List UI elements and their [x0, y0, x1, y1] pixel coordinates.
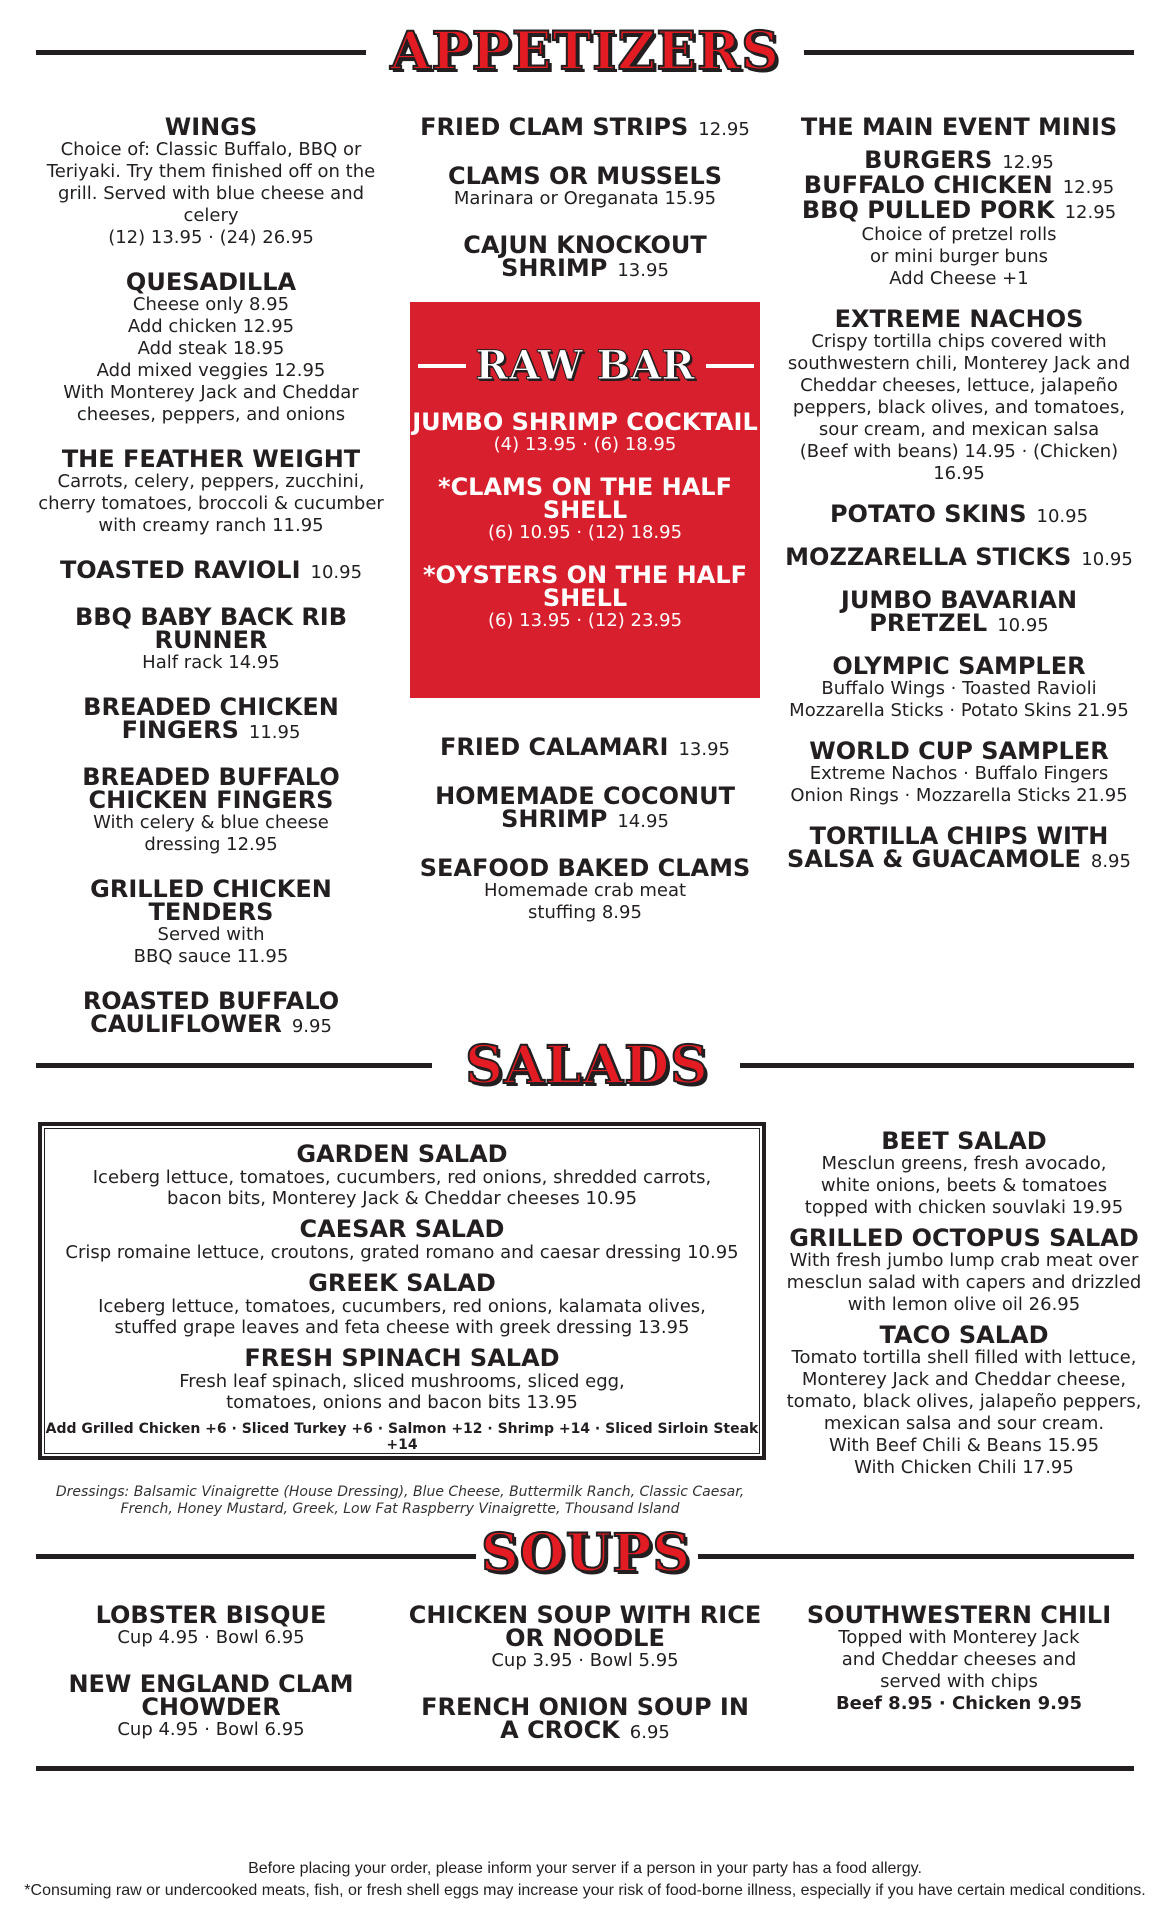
menu-item-title: NEW ENGLAND CLAM CHOWDER	[68, 1670, 354, 1721]
menu-item	[780, 543, 1138, 571]
raw-bar-rule-right	[706, 364, 754, 368]
menu-item-name	[42, 1346, 762, 1371]
menu-item-price: 13.95	[617, 260, 669, 281]
menu-item-name	[30, 875, 392, 926]
menu-item-name	[780, 1321, 1148, 1349]
raw-bar-header: RAW BAR	[475, 342, 695, 389]
menu-item-title: FRIED CLAM STRIPS	[420, 113, 689, 141]
menu-item-name	[408, 782, 762, 833]
menu-item-description: Mozzarella Sticks · Potato Skins 21.95	[789, 700, 1129, 721]
menu-item-title: TOASTED RAVIOLI	[59, 556, 301, 584]
menu-item-description: Topped with Monterey Jack	[838, 1627, 1080, 1648]
menu-item-title: GARDEN SALAD	[296, 1140, 508, 1168]
menu-item-title: SOUTHWESTERN CHILI	[806, 1601, 1112, 1629]
menu-item	[780, 822, 1138, 873]
menu-item-description: (4) 13.95 · (6) 18.95	[493, 434, 677, 455]
salads-rule-right	[740, 1063, 1134, 1068]
salad-addons: Add Grilled Chicken +6 · Sliced Turkey +6 · Salmon +12 · Shrimp +14 · Sliced Sirloin Steak +14	[45, 1421, 759, 1453]
dressings-line: Dressings: Balsamic Vinaigrette (House Dressing), Blue Cheese, Buttermilk Ranch, Classic Caesar,	[55, 1484, 745, 1500]
menu-item-description: (12) 13.95 · (24) 26.95	[108, 227, 314, 248]
salads-rule-left	[36, 1063, 432, 1068]
appetizers-column-left	[30, 113, 392, 1060]
menu-item-name	[780, 1601, 1138, 1629]
menu-item-description: tomato, black olives, jalapeño peppers,	[786, 1391, 1142, 1412]
menu-item-description: Add mixed veggies 12.95	[96, 360, 326, 381]
appetizers-column-middle-top	[408, 113, 762, 306]
menu-item-price: 11.95	[248, 722, 301, 743]
menu-item-name	[780, 1224, 1148, 1252]
menu-item-title: CAESAR SALAD	[299, 1215, 505, 1243]
menu-item-description: With Beef Chili & Beans 15.95	[828, 1435, 1100, 1456]
menu-item-description: grill. Served with blue cheese and celery	[57, 183, 365, 226]
menu-item	[780, 1601, 1138, 1715]
menu-item	[30, 603, 392, 674]
menu-item-name	[30, 763, 392, 814]
menu-item-price: 12.95	[698, 119, 750, 140]
menu-item-description: and Cheddar cheeses and	[841, 1649, 1077, 1670]
menu-item-name	[30, 1670, 392, 1721]
soups-column-middle	[408, 1601, 762, 1768]
menu-item	[780, 586, 1138, 637]
menu-item-price: 10.95	[1036, 506, 1089, 527]
menu-item-title: FRESH SPINACH SALAD	[244, 1344, 560, 1372]
menu-item-name	[42, 1142, 762, 1167]
menu-item	[410, 473, 760, 544]
menu-item-title: LOBSTER BISQUE	[95, 1601, 327, 1629]
menu-item-name	[410, 561, 760, 612]
menu-item	[408, 854, 762, 924]
menu-item-description: (6) 10.95 · (12) 18.95	[487, 522, 683, 543]
soups-rule-left	[36, 1554, 476, 1559]
menu-item-title: GRILLED OCTOPUS SALAD	[789, 1224, 1139, 1252]
menu-item-price: 10.95	[1081, 549, 1133, 570]
menu-item-description: Carrots, celery, peppers, zucchini,	[57, 471, 365, 492]
menu-item-description: Crisp romaine lettuce, croutons, grated romano and caesar dressing 10.95	[65, 1242, 739, 1263]
menu-item-description: sour cream, and mexican salsa	[818, 419, 1100, 440]
menu-item-price: 12.95	[1062, 177, 1115, 198]
menu-item-description: With fresh jumbo lump crab meat over	[789, 1250, 1139, 1271]
menu-item-price: 12.95	[1064, 202, 1117, 223]
menu-item-name	[780, 1127, 1148, 1155]
menu-item	[780, 1224, 1148, 1316]
appetizers-rule-left	[36, 50, 366, 55]
menu-item-title: JUMBO BAVARIAN PRETZEL	[840, 586, 1078, 637]
menu-item-description: stuffed grape leaves and feta cheese with greek dressing 13.95	[114, 1317, 690, 1338]
menu-item-description: topped with chicken souvlaki 19.95	[804, 1197, 1124, 1218]
menu-item-name	[408, 162, 762, 190]
menu-item	[42, 1346, 762, 1413]
menu-item-description: Tomato tortilla shell filled with lettuce,	[791, 1347, 1137, 1368]
menu-item-description: BBQ sauce 11.95	[133, 946, 289, 967]
menu-item	[780, 500, 1138, 528]
menu-item-title: BUFFALO CHICKEN	[803, 171, 1053, 199]
menu-item	[30, 113, 392, 249]
menu-item	[780, 1321, 1148, 1479]
menu-item	[30, 987, 392, 1038]
menu-item-description: or mini burger buns	[870, 246, 1048, 267]
menu-item-description: mexican salsa and sour cream.	[823, 1413, 1105, 1434]
menu-item	[30, 268, 392, 426]
menu-item-description: cheeses, peppers, and onions	[76, 404, 346, 425]
menu-item	[42, 1271, 762, 1338]
allergy-note: Before placing your order, please inform your server if a person in your party has a food allergy.	[248, 1860, 922, 1877]
menu-item-description: Crispy tortilla chips covered with	[811, 331, 1107, 352]
menu-item-name	[780, 196, 1138, 224]
menu-item-description: (Beef with beans) 14.95 · (Chicken) 16.95	[799, 441, 1119, 484]
soups-column-left	[30, 1601, 392, 1765]
menu-item-title: CLAMS OR MUSSELS	[447, 162, 723, 190]
menu-item-name	[30, 987, 392, 1038]
menu-item-description: white onions, beets & tomatoes	[820, 1175, 1108, 1196]
menu-item-name	[30, 113, 392, 141]
menu-item	[408, 782, 762, 833]
menu-item-price: 8.95	[1090, 851, 1131, 872]
appetizers-header: APPETIZERS	[390, 21, 780, 82]
menu-item-description: Iceberg lettuce, tomatoes, cucumbers, red onions, kalamata olives,	[98, 1296, 706, 1317]
menu-item	[408, 733, 762, 761]
menu-item-description: Cup 4.95 · Bowl 6.95	[117, 1719, 305, 1740]
menu-item-title: FRIED CALAMARI	[440, 733, 669, 761]
menu-item-title: FRENCH ONION SOUP IN A CROCK	[421, 1693, 749, 1744]
menu-item-description: Teriyaki. Try them finished off on the	[46, 161, 376, 182]
appetizers-column-right	[780, 113, 1138, 891]
menu-item-name	[408, 113, 762, 141]
menu-item-title: THE FEATHER WEIGHT	[61, 445, 361, 473]
menu-item-name	[410, 408, 760, 436]
menu-item-title: HOMEMADE COCONUT SHRIMP	[435, 782, 735, 833]
menu-item-title: GRILLED CHICKEN TENDERS	[90, 875, 332, 926]
menu-item-title: CHICKEN SOUP WITH RICE OR NOODLE	[408, 1601, 762, 1652]
menu-item	[30, 556, 392, 584]
menu-item-description: Mesclun greens, fresh avocado,	[821, 1153, 1107, 1174]
menu-item	[780, 113, 1138, 141]
menu-item-title: QUESADILLA	[125, 268, 297, 296]
menu-item-title: CAJUN KNOCKOUT SHRIMP	[463, 231, 707, 282]
menu-item-price: 12.95	[1002, 152, 1054, 173]
bottom-rule	[36, 1766, 1134, 1771]
menu-item-name	[408, 231, 762, 282]
menu-item-description: Choice of pretzel rolls	[861, 224, 1057, 245]
menu-item-description: with lemon olive oil 26.95	[847, 1294, 1081, 1315]
menu-item-name	[780, 305, 1138, 333]
menu-item-description: peppers, black olives, and tomatoes,	[792, 397, 1126, 418]
menu-item-description: Half rack 14.95	[142, 652, 280, 673]
menu-item-description: mesclun salad with capers and drizzled	[786, 1272, 1142, 1293]
menu-item-title: BEET SALAD	[881, 1127, 1047, 1155]
menu-item-title: *OYSTERS ON THE HALF SHELL	[422, 561, 748, 612]
menu-item-description: stuffing 8.95	[528, 902, 642, 923]
menu-item-title: JUMBO SHRIMP COCKTAIL	[412, 408, 758, 436]
menu-item-title: BBQ BABY BACK RIB RUNNER	[74, 603, 348, 654]
menu-item-name	[30, 1601, 392, 1629]
menu-item-name	[780, 737, 1138, 765]
menu-item-name	[780, 652, 1138, 680]
menu-item-description: Add steak 18.95	[137, 338, 285, 359]
menu-item-description: Cheddar cheeses, lettuce, jalapeño	[800, 375, 1118, 396]
menu-item	[410, 561, 760, 632]
soups-header: SOUPS	[481, 1523, 691, 1584]
menu-item	[30, 875, 392, 968]
menu-item	[30, 1601, 392, 1649]
menu-item	[42, 1217, 762, 1263]
menu-item-description: Cup 3.95 · Bowl 5.95	[491, 1650, 679, 1671]
menu-item-description: Add chicken 12.95	[127, 316, 295, 337]
menu-item-price: 14.95	[617, 811, 669, 832]
menu-item-description: dressing 12.95	[144, 834, 278, 855]
menu-item	[408, 231, 762, 282]
menu-item-description: bacon bits, Monterey Jack & Cheddar cheeses 10.95	[166, 1188, 638, 1209]
menu-item-name	[780, 113, 1138, 141]
menu-item-description: Cheese only 8.95	[132, 294, 290, 315]
menu-item-title: POTATO SKINS	[829, 500, 1027, 528]
consumption-warning: *Consuming raw or undercooked meats, fish, or fresh shell eggs may increase your risk of food-borne illness, especially if you have certain medical conditions.	[24, 1882, 1146, 1899]
menu-item-description: Iceberg lettuce, tomatoes, cucumbers, red onions, shredded carrots,	[92, 1167, 712, 1188]
menu-item-description: With celery & blue cheese	[93, 812, 329, 833]
menu-item-name	[30, 556, 392, 584]
menu-item-title: GREEK SALAD	[308, 1269, 496, 1297]
menu-item	[780, 1127, 1148, 1219]
soups-column-right	[780, 1601, 1138, 1739]
menu-item-description: cherry tomatoes, broccoli & cucumber	[38, 493, 384, 514]
menu-item-price: 13.95	[678, 739, 730, 760]
menu-item-name	[780, 822, 1138, 873]
menu-item-price: 10.95	[997, 615, 1049, 636]
soups-rule-right	[698, 1554, 1134, 1559]
menu-item	[408, 113, 762, 141]
menu-item-title: *CLAMS ON THE HALF SHELL	[438, 473, 732, 524]
menu-item	[30, 1670, 392, 1741]
salads-column-right	[780, 1127, 1148, 1487]
menu-item-name	[780, 586, 1138, 637]
menu-item	[780, 305, 1138, 485]
menu-item-description: With Monterey Jack and Cheddar	[63, 382, 359, 403]
menu-item	[408, 162, 762, 210]
menu-item	[408, 1693, 762, 1744]
raw-bar-rule-left	[418, 364, 466, 368]
menu-item-title: SEAFOOD BAKED CLAMS	[419, 854, 751, 882]
menu-item-description: Buffalo Wings · Toasted Ravioli	[821, 678, 1097, 699]
menu-item-description: Marinara or Oreganata 15.95	[453, 188, 717, 209]
menu-item-description: Onion Rings · Mozzarella Sticks 21.95	[790, 785, 1128, 806]
menu-item-title: EXTREME NACHOS	[834, 305, 1084, 333]
menu-item-title: OLYMPIC SAMPLER	[832, 652, 1086, 680]
appetizers-rule-right	[804, 50, 1134, 55]
menu-item	[780, 652, 1138, 722]
menu-item	[30, 763, 392, 856]
menu-item-name	[408, 1601, 762, 1652]
menu-item-name	[410, 473, 760, 524]
menu-item-title: BURGERS	[864, 146, 993, 174]
menu-item-title: THE MAIN EVENT MINIS	[800, 113, 1118, 141]
menu-item-title: BBQ PULLED PORK	[801, 196, 1055, 224]
menu-item-title: TACO SALAD	[879, 1321, 1049, 1349]
menu-item	[780, 737, 1138, 807]
salads-header: SALADS	[465, 1035, 709, 1096]
menu-item-description: Homemade crab meat	[483, 880, 687, 901]
menu-item-title: BREADED BUFFALO CHICKEN FINGERS	[82, 763, 340, 814]
menu-item-title: MOZZARELLA STICKS	[785, 543, 1072, 571]
dressings-line: French, Honey Mustard, Greek, Low Fat Raspberry Vinaigrette, Thousand Island	[120, 1501, 680, 1517]
menu-item-name	[30, 268, 392, 296]
menu-item-title: TORTILLA CHIPS WITH SALSA & GUACAMOLE	[787, 822, 1109, 873]
menu-item-name	[30, 693, 392, 744]
menu-item-name	[780, 500, 1138, 528]
menu-item	[408, 1601, 762, 1672]
menu-item-description: southwestern chili, Monterey Jack and	[787, 353, 1131, 374]
salads-box	[38, 1122, 766, 1460]
menu-item-name	[30, 445, 392, 473]
menu-item-description: Served with	[157, 924, 265, 945]
menu-item-description: (6) 13.95 · (12) 23.95	[487, 610, 683, 631]
menu-item	[30, 693, 392, 744]
menu-item-description: Choice of: Classic Buffalo, BBQ or	[60, 139, 362, 160]
raw-bar-items	[410, 408, 760, 632]
menu-item-description: Monterey Jack and Cheddar cheese,	[801, 1369, 1127, 1390]
menu-item	[780, 196, 1138, 290]
menu-item-name	[408, 1693, 762, 1744]
salads-box-items	[42, 1142, 762, 1413]
menu-item	[42, 1142, 762, 1209]
menu-item-description: Fresh leaf spinach, sliced mushrooms, sliced egg,	[179, 1371, 625, 1392]
menu-item-name	[42, 1271, 762, 1296]
menu-item-price: 6.95	[629, 1722, 670, 1743]
menu-item-description: served with chips	[880, 1671, 1038, 1692]
menu-item-title: WORLD CUP SAMPLER	[809, 737, 1109, 765]
menu-item-price: 10.95	[310, 562, 363, 583]
menu-item-description: With Chicken Chili 17.95	[854, 1457, 1074, 1478]
menu-item-title: ROASTED BUFFALO CAULIFLOWER	[82, 987, 340, 1038]
menu-item-name	[30, 603, 392, 654]
menu-item-name	[408, 854, 762, 882]
menu-item-description: Extreme Nachos · Buffalo Fingers	[809, 763, 1109, 784]
menu-item-description: Add Cheese +1	[889, 268, 1029, 289]
menu-item-name	[42, 1217, 762, 1242]
appetizers-column-middle-bottom	[408, 733, 762, 948]
menu-item-title: BREADED CHICKEN FINGERS	[83, 693, 339, 744]
menu-item-name	[408, 733, 762, 761]
dressings-note	[40, 1484, 760, 1518]
menu-item-price: Beef 8.95 · Chicken 9.95	[835, 1693, 1083, 1714]
menu-item-description: tomatoes, onions and bacon bits 13.95	[226, 1392, 578, 1413]
menu-item-price: 9.95	[291, 1016, 332, 1037]
menu-item-name	[780, 543, 1138, 571]
menu-item	[410, 408, 760, 456]
menu-item-description: with creamy ranch 11.95	[98, 515, 324, 536]
menu-item-title: WINGS	[164, 113, 258, 141]
raw-bar-box	[410, 302, 760, 698]
menu-item-description: Cup 4.95 · Bowl 6.95	[117, 1627, 305, 1648]
menu-item	[30, 445, 392, 537]
